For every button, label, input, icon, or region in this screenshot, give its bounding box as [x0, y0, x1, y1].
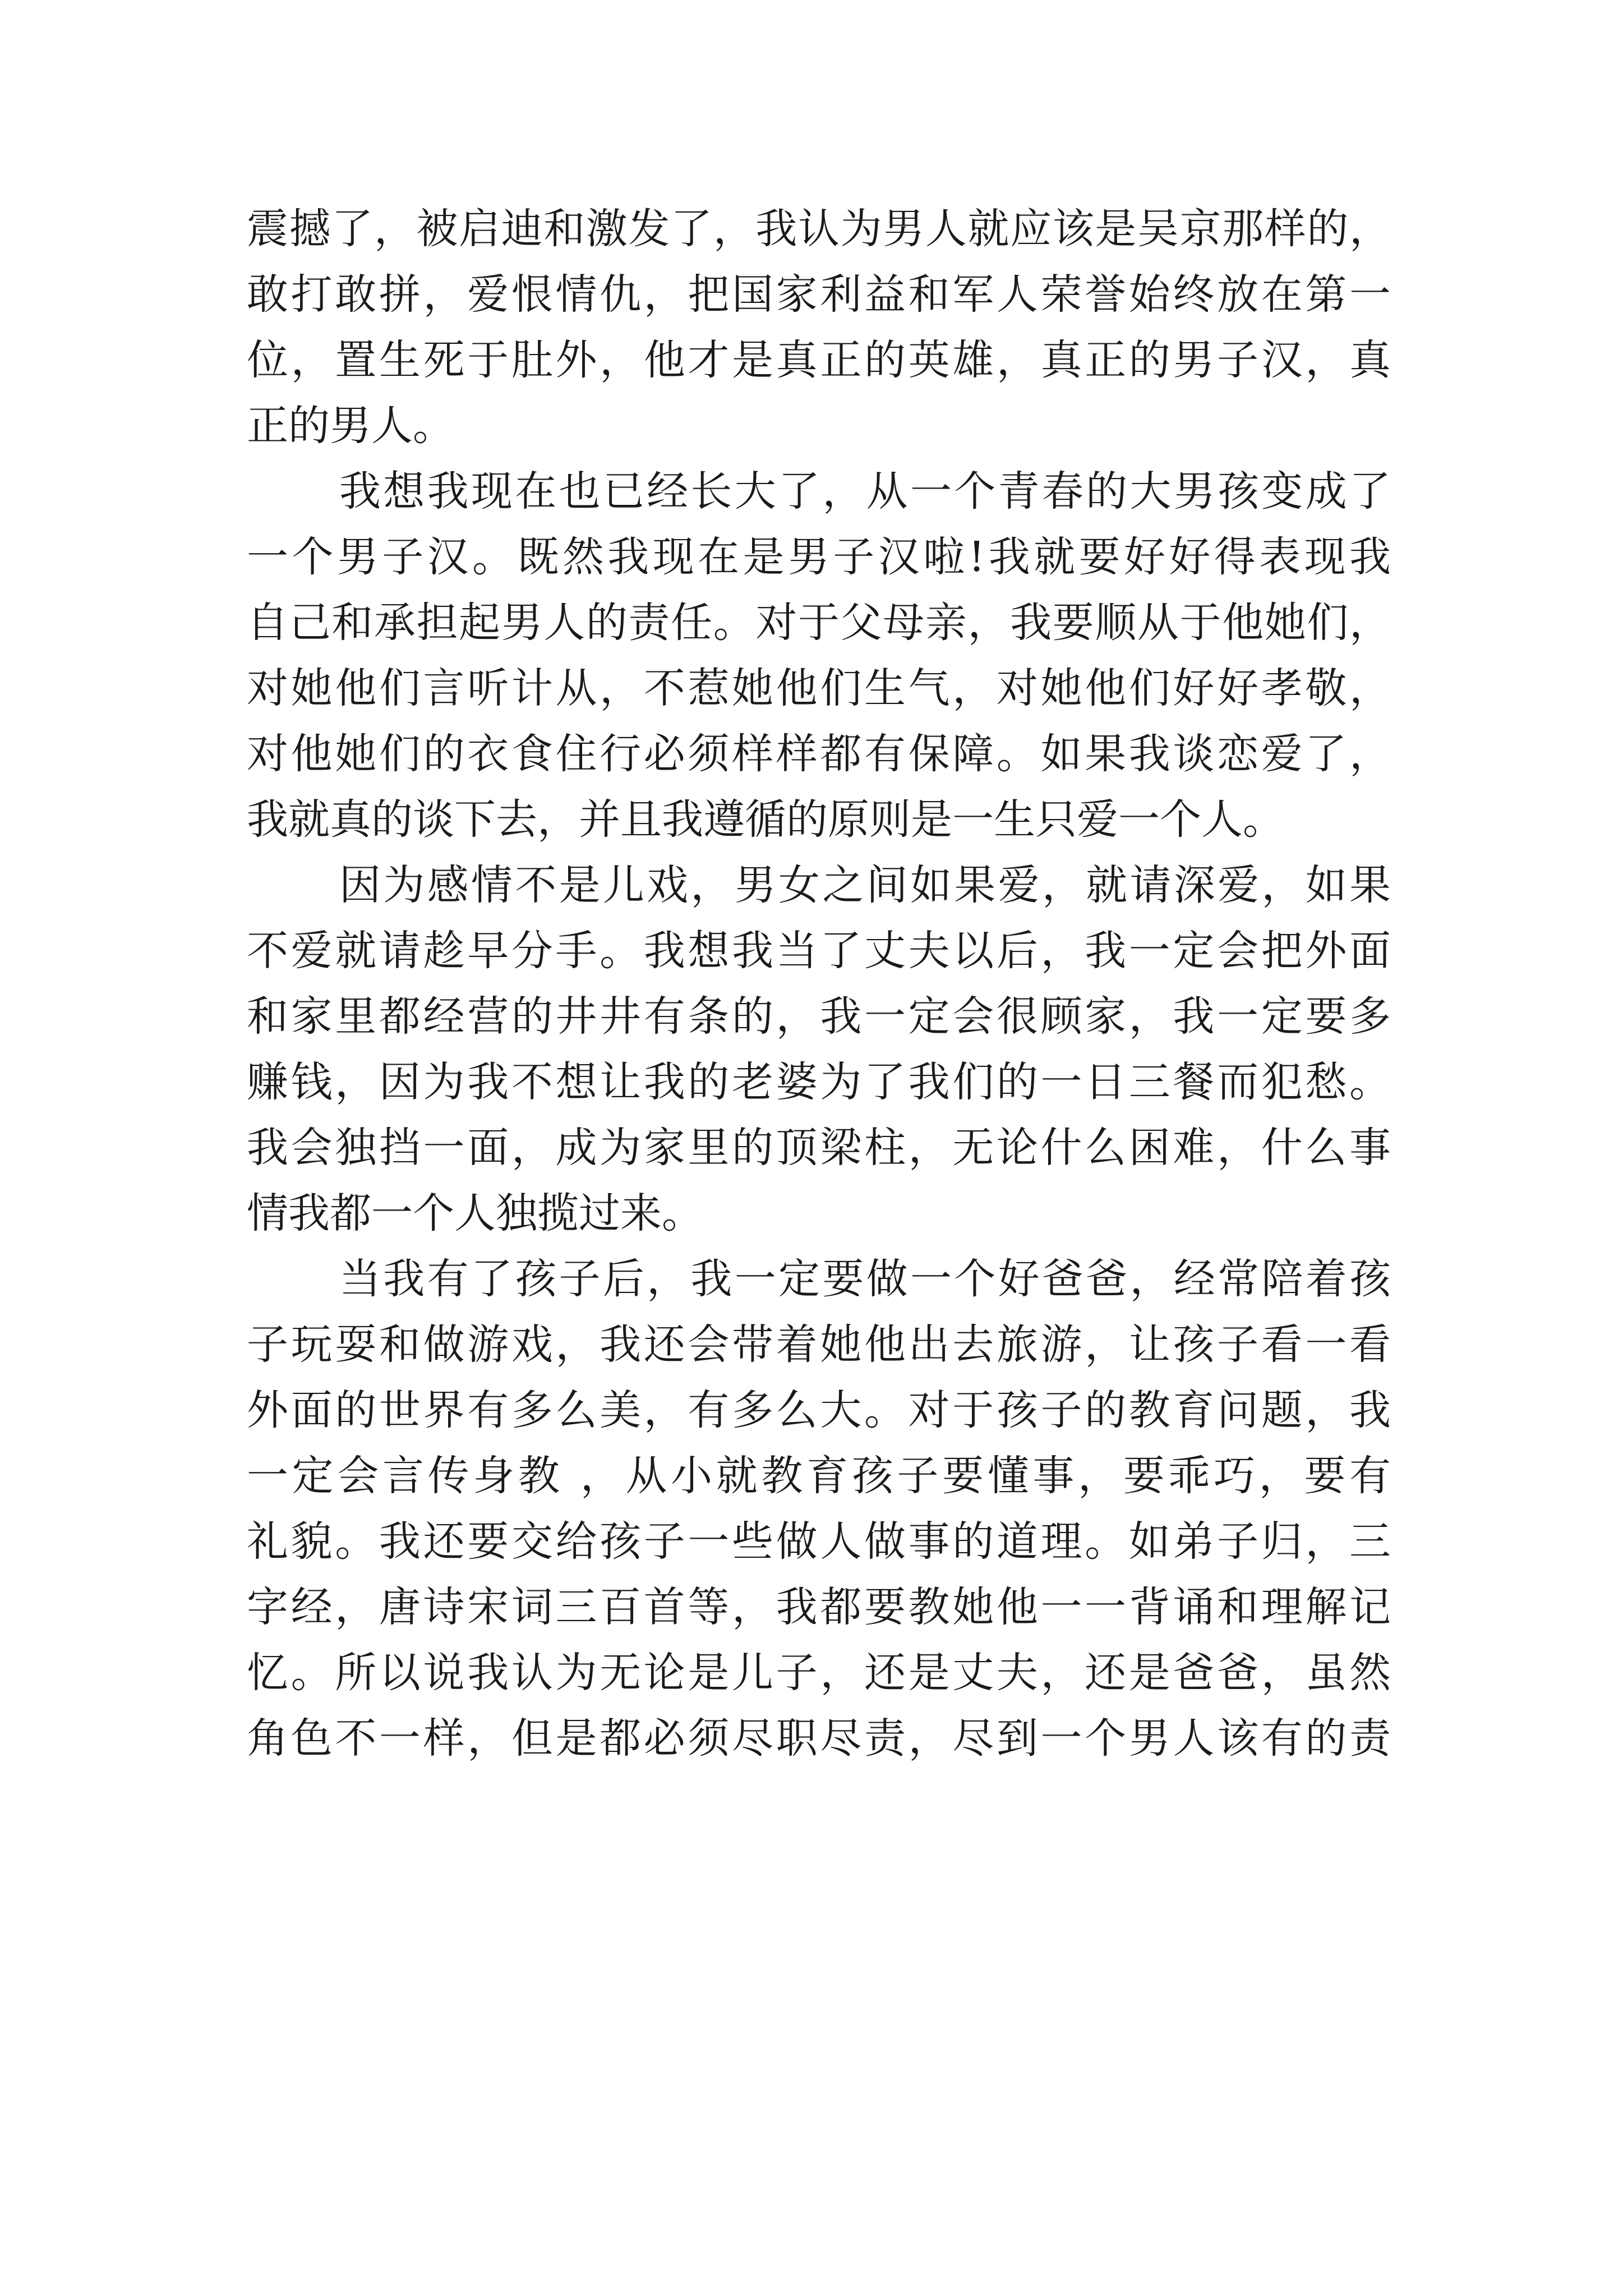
- text-line: 赚钱，因为我不想让我的老婆为了我们的一日三餐而犯愁。: [247, 1058, 1391, 1106]
- text-line: 正的男人。: [247, 402, 454, 450]
- text-line: 情我都一个人独揽过来。: [247, 1189, 703, 1237]
- text-line: 敢打敢拼，爱恨情仇，把国家利益和军人荣誉始终放在第一: [247, 270, 1391, 319]
- document-body: [247, 196, 1391, 1772]
- text-line: 我会独挡一面，成为家里的顶梁柱，无论什么困难，什么事: [247, 1124, 1391, 1172]
- text-line: 一个男子汉。既然我现在是男子汉啦!我就要好好得表现我: [247, 533, 1391, 581]
- text-line: 子玩耍和做游戏，我还会带着她他出去旅游，让孩子看一看: [247, 1320, 1391, 1369]
- text-line: 自己和承担起男人的责任。对于父母亲，我要顺从于他她们，: [247, 599, 1391, 647]
- text-line: 和家里都经营的井井有条的，我一定会很顾家，我一定要多: [247, 992, 1391, 1041]
- text-line: 一定会言传身教 ，从小就教育孩子要懂事，要乖巧，要有: [247, 1452, 1391, 1500]
- text-line: 字经，唐诗宋词三百首等，我都要教她他一一背诵和理解记: [247, 1583, 1391, 1631]
- text-line: 忆。所以说我认为无论是儿子，还是丈夫，还是爸爸，虽然: [247, 1649, 1391, 1697]
- paragraph-first-line: 因为感情不是儿戏，男女之间如果爱，就请深爱，如果: [339, 861, 1391, 909]
- paragraph-first-line: 当我有了孩子后，我一定要做一个好爸爸，经常陪着孩: [339, 1255, 1391, 1303]
- text-line: 对她他们言听计从，不惹她他们生气，对她他们好好孝敬，: [247, 664, 1391, 712]
- text-line: 震撼了，被启迪和激发了，我认为男人就应该是吴京那样的，: [247, 205, 1391, 253]
- text-line: 对他她们的衣食住行必须样样都有保障。如果我谈恋爱了，: [247, 730, 1391, 778]
- text-line: 礼貌。我还要交给孩子一些做人做事的道理。如弟子归，三: [247, 1517, 1391, 1566]
- text-line: 外面的世界有多么美，有多么大。对于孩子的教育问题，我: [247, 1386, 1391, 1434]
- text-line: 不爱就请趁早分手。我想我当了丈夫以后，我一定会把外面: [247, 927, 1391, 975]
- paragraph-first-line: 我想我现在也已经长大了，从一个青春的大男孩变成了: [339, 467, 1391, 516]
- text-line: 角色不一样，但是都必须尽职尽责，尽到一个男人该有的责: [247, 1714, 1391, 1763]
- text-line: 我就真的谈下去，并且我遵循的原则是一生只爱一个人。: [247, 795, 1284, 844]
- text-line: 位，置生死于肚外，他才是真正的英雄，真正的男子汉，真: [247, 336, 1391, 384]
